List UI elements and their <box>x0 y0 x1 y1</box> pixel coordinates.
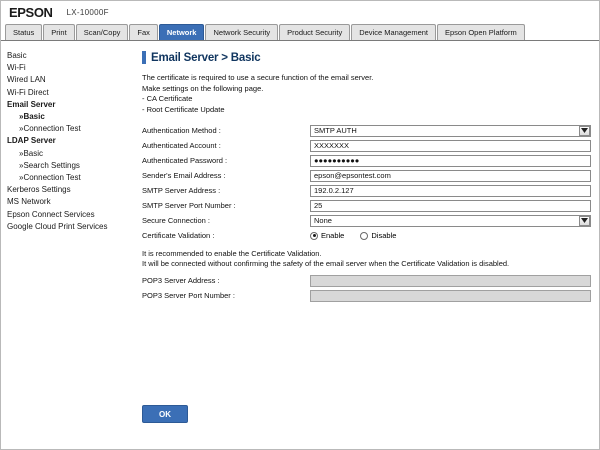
tab-network[interactable]: Network <box>159 24 205 40</box>
note-line-2: It will be connected without confirming the safety of the email server when the Certificate Validation is disabled. <box>142 259 510 268</box>
note-line-1: It is recommended to enable the Certificate Validation. <box>142 249 322 258</box>
smtp-server-port-input[interactable]: 25 <box>310 200 591 212</box>
sidebar-item-basic[interactable]: Basic <box>7 51 27 60</box>
label-secure-connection: Secure Connection : <box>142 216 210 225</box>
smtp-server-address-input[interactable]: 192.0.2.127 <box>310 185 591 197</box>
sidebar-item-email-server-connection-test[interactable]: »Connection Test <box>19 124 81 134</box>
label-authenticated-password: Authenticated Password : <box>142 156 228 165</box>
secure-connection-select[interactable] <box>310 215 591 227</box>
sidebar-item-ms-network[interactable]: MS Network <box>7 197 51 207</box>
row-authenticated-password <box>142 153 591 168</box>
sidebar-item-ldap-connection-test[interactable]: »Connection Test <box>19 173 81 183</box>
authenticated-password-input[interactable]: ●●●●●●●●●● <box>310 155 591 167</box>
page-content <box>1 41 599 445</box>
label-pop3-server-address: POP3 Server Address : <box>142 276 220 285</box>
description-line-2: Make settings on the following page. <box>142 83 264 93</box>
label-authentication-method: Authentication Method : <box>142 126 221 135</box>
pop3-server-port-input[interactable] <box>310 290 591 302</box>
title-accent-bar <box>142 51 146 64</box>
description-line-3: - CA Certificate <box>142 94 193 103</box>
ok-button[interactable]: OK <box>142 405 188 423</box>
chevron-down-icon[interactable] <box>579 216 590 226</box>
row-smtp-server-address <box>142 183 591 198</box>
row-certificate-validation <box>142 228 591 243</box>
row-authentication-method <box>142 123 591 138</box>
sidebar-item-ldap-basic[interactable]: »Basic <box>19 148 44 158</box>
radio-disable[interactable] <box>360 232 368 240</box>
tab-product-security[interactable]: Product Security <box>279 24 350 40</box>
tab-epson-open-platform[interactable]: Epson Open Platform <box>437 24 525 40</box>
sidebar-item-wired-lan[interactable]: Wired LAN <box>7 75 46 85</box>
sidebar-item-wifi-direct[interactable]: Wi-Fi Direct <box>7 87 49 97</box>
row-authenticated-account <box>142 138 591 153</box>
page-title: Email Server > Basic <box>151 51 261 64</box>
label-authenticated-account: Authenticated Account : <box>142 141 221 150</box>
label-smtp-server-address: SMTP Server Address : <box>142 186 221 195</box>
sidebar-item-ldap-server[interactable]: LDAP Server <box>7 136 56 146</box>
page-description <box>142 73 591 115</box>
pop3-server-address-input[interactable] <box>310 275 591 287</box>
row-secure-connection <box>142 213 591 228</box>
tab-scan-copy[interactable]: Scan/Copy <box>76 24 129 40</box>
certificate-validation-radio-group <box>310 230 591 242</box>
radio-enable-label: Enable <box>321 231 345 240</box>
authentication-method-value: SMTP AUTH <box>310 125 591 137</box>
radio-enable[interactable] <box>310 232 318 240</box>
epson-logo: EPSON <box>9 4 53 20</box>
sidebar-item-email-server-basic[interactable]: »Basic <box>19 112 45 122</box>
page-title-row <box>142 51 591 64</box>
authentication-method-select[interactable] <box>310 125 591 137</box>
label-certificate-validation: Certificate Validation : <box>142 231 215 240</box>
row-pop3-server-address <box>142 273 591 288</box>
label-sender-email-address: Sender's Email Address : <box>142 171 226 180</box>
chevron-down-icon[interactable] <box>579 126 590 136</box>
secure-connection-value: None <box>310 215 591 227</box>
pop3-form <box>142 273 591 303</box>
sidebar-item-kerberos-settings[interactable]: Kerberos Settings <box>7 185 71 195</box>
row-sender-email-address <box>142 168 591 183</box>
sidebar-nav <box>1 41 134 445</box>
row-smtp-server-port <box>142 198 591 213</box>
tab-network-security[interactable]: Network Security <box>205 24 278 40</box>
sender-email-address-input[interactable]: epson@epsontest.com <box>310 170 591 182</box>
sidebar-item-epson-connect-services[interactable]: Epson Connect Services <box>7 209 95 219</box>
label-pop3-server-port: POP3 Server Port Number : <box>142 291 235 300</box>
ok-button-wrap <box>142 405 188 423</box>
radio-disable-label: Disable <box>371 231 397 240</box>
email-server-form <box>142 123 591 243</box>
printer-model: LX-10000F <box>66 7 109 17</box>
tab-device-management[interactable]: Device Management <box>351 24 436 40</box>
tab-fax[interactable]: Fax <box>129 24 158 40</box>
tab-status[interactable]: Status <box>5 24 42 40</box>
tab-print[interactable]: Print <box>43 24 74 40</box>
sidebar-item-wifi[interactable]: Wi-Fi <box>7 63 26 73</box>
main-tab-bar <box>1 24 599 41</box>
main-panel <box>134 41 599 445</box>
label-smtp-server-port: SMTP Server Port Number : <box>142 201 236 210</box>
row-pop3-server-port <box>142 288 591 303</box>
sidebar-item-email-server[interactable]: Email Server <box>7 99 56 109</box>
certificate-validation-note <box>142 249 591 269</box>
sidebar-item-google-cloud-print-services[interactable]: Google Cloud Print Services <box>7 221 108 231</box>
product-header <box>1 1 599 24</box>
description-line-1: The certificate is required to use a secure function of the email server. <box>142 73 374 82</box>
description-line-4: - Root Certificate Update <box>142 104 225 114</box>
authenticated-account-input[interactable]: XXXXXXX <box>310 140 591 152</box>
sidebar-item-ldap-search-settings[interactable]: »Search Settings <box>19 160 80 170</box>
